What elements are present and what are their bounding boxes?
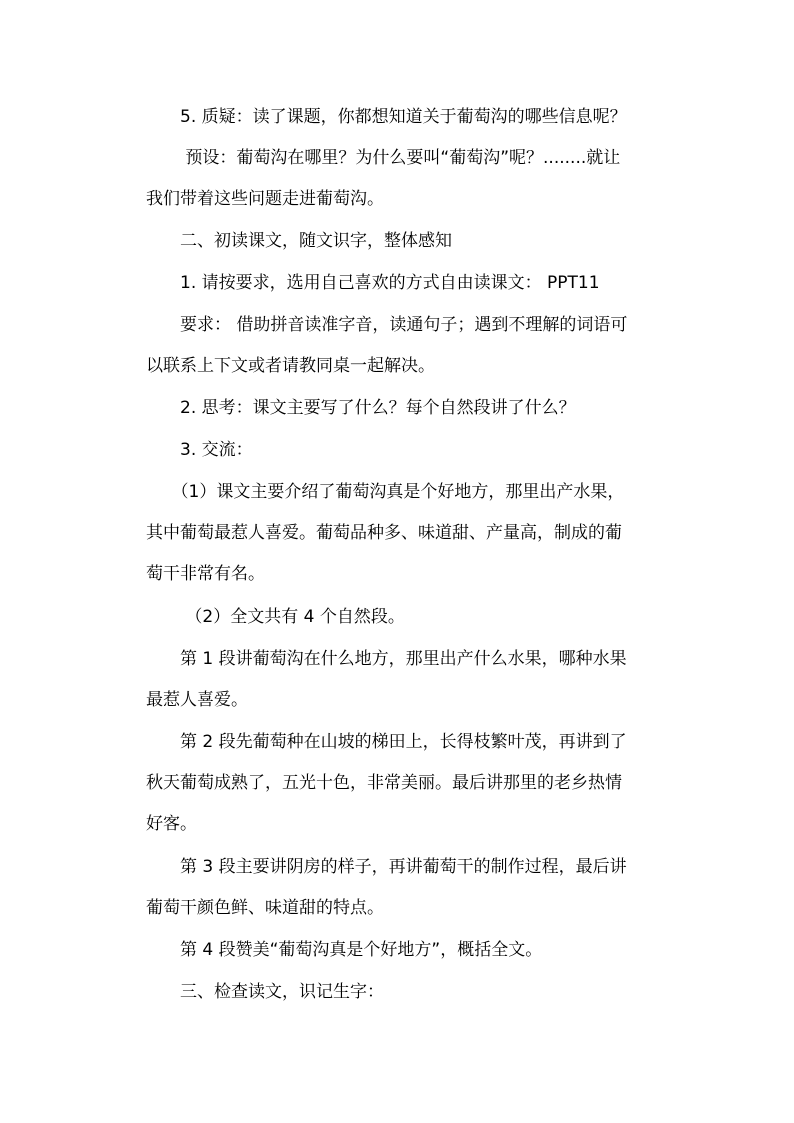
paragraph-preset-answer [146, 138, 676, 220]
text-line: （2）全文共有 4 个自然段。 [146, 607, 405, 627]
section-heading-check-reading [146, 972, 676, 1013]
text-line: 3. 交流： [146, 440, 253, 460]
text-line: 第 1 段讲葡萄沟在什么地方，那里出产什么水果，哪种水果 [146, 649, 627, 669]
text-line: 预设：葡萄沟在哪里？为什么要叫“葡萄沟”呢？........就让 [146, 148, 621, 168]
text-line: 三、检查读文，识记生字： [146, 982, 384, 1002]
text-line: 第 4 段赞美“葡萄沟真是个好地方”，概括全文。 [146, 940, 543, 960]
text-line: 5. 质疑：读了课题，你都想知道关于葡萄沟的哪些信息呢？ [146, 107, 627, 127]
text-line: 第 2 段先葡萄种在山坡的梯田上，长得枝繁叶茂，再讲到了 [146, 732, 627, 752]
paragraph-summary-2 [146, 597, 676, 638]
text-line: （1）课文主要介绍了葡萄沟真是个好地方，那里出产水果， [146, 482, 625, 502]
paragraph-section-3 [146, 847, 676, 929]
paragraph-section-2 [146, 722, 676, 845]
text-line: 2. 思考：课文主要写了什么？每个自然段讲了什么？ [146, 398, 576, 418]
paragraph-question-prompt [146, 97, 676, 138]
text-line: 二、初读课文，随文识字，整体感知 [146, 231, 452, 251]
text-line: 1. 请按要求，选用自己喜欢的方式自由读课文： PPT11 [146, 273, 600, 293]
text-line: 其中葡萄最惹人喜爱。葡萄品种多、味道甜、产量高，制成的葡 [146, 523, 622, 543]
paragraph-section-1 [146, 639, 676, 721]
text-line: 要求： 借助拼音读准字音，读通句子；遇到不理解的词语可 [146, 315, 628, 335]
text-line: 萄干非常有名。 [146, 564, 265, 584]
text-line: 最惹人喜爱。 [146, 690, 248, 710]
section-heading-first-reading [146, 221, 676, 262]
text-line: 以联系上下文或者请教同桌一起解决。 [146, 356, 435, 376]
paragraph-section-4 [146, 930, 676, 971]
paragraph-requirements [146, 305, 676, 387]
text-line: 我们带着这些问题走进葡萄沟。 [146, 189, 384, 209]
text-line: 秋天葡萄成熟了，五光十色，非常美丽。最后讲那里的老乡热情 [146, 773, 622, 793]
paragraph-exchange [146, 430, 676, 471]
paragraph-reading-instruction [146, 263, 676, 304]
paragraph-summary-1 [146, 472, 676, 595]
text-line: 好客。 [146, 814, 197, 834]
paragraph-think [146, 388, 676, 429]
text-line: 第 3 段主要讲阴房的样子，再讲葡萄干的制作过程，最后讲 [146, 857, 627, 877]
text-line: 葡萄干颜色鲜、味道甜的特点。 [146, 898, 384, 918]
